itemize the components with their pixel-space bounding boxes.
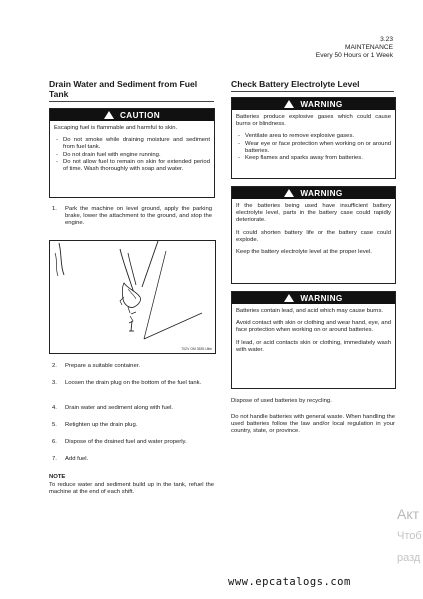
fuel-tank-section-title: Drain Water and Sediment from Fuel Tank — [49, 79, 198, 99]
figure-caption: 70ZV OM 3539 Ultie — [181, 347, 212, 351]
step-text: Loosen the drain plug on the bottom of the fuel tank. — [65, 380, 202, 386]
step-5 — [52, 422, 212, 429]
step-number: 6. — [52, 439, 57, 445]
warning-triangle-icon — [284, 100, 294, 108]
note-label: NOTE — [49, 474, 66, 480]
watermark-line: Чтоб — [397, 530, 422, 542]
step-text: Park the machine on level ground, apply the parking brake, lower the attachment to the ground, and stop the engine. — [65, 206, 212, 227]
service-interval: Every 50 Hours or 1 Week — [315, 52, 393, 59]
warning-header — [232, 98, 395, 110]
step-text: Dispose of the drained fuel and water properly. — [65, 439, 187, 445]
warning-paragraph: If lead, or acid contacts skin or clothing, immediately wash with water. — [236, 339, 391, 353]
caution-list — [54, 137, 210, 173]
step-number: 1. — [52, 206, 57, 212]
warning-body — [232, 110, 395, 167]
step-text: Prepare a suitable container. — [65, 363, 140, 369]
warning-paragraph: It could shorten battery life or the battery case could explode. — [236, 229, 391, 243]
step-4 — [52, 405, 212, 412]
warning-box-explosive-gases — [231, 97, 396, 179]
drain-plug-illustration — [50, 241, 215, 353]
warning-paragraph: If the batteries being used have insufficient battery electrolyte level, parts in the battery case could rapidly deteriorate. — [236, 203, 391, 224]
warning-paragraph: Batteries contain lead, and acid which may cause burns. — [236, 308, 384, 314]
step-text: Drain water and sediment along with fuel. — [65, 405, 174, 411]
footer-url: www.epcatalogs.com — [228, 576, 351, 588]
section-name: MAINTENANCE — [345, 44, 393, 51]
drain-plug-figure — [49, 240, 216, 354]
watermark-line: разд — [397, 552, 421, 564]
step-1 — [52, 206, 212, 228]
step-number: 7. — [52, 456, 57, 462]
warning-box-electrolyte — [231, 186, 396, 284]
step-3 — [52, 380, 212, 387]
step-2 — [52, 363, 212, 370]
warning-header — [232, 187, 395, 199]
warning-body — [232, 199, 395, 259]
warning-label: WARNING — [300, 99, 343, 109]
warning-item: - Keep flames and sparks away from batteries. — [245, 155, 391, 162]
right-title-rule — [231, 91, 394, 92]
warning-body — [232, 304, 395, 357]
step-text: Add fuel. — [65, 456, 89, 462]
caution-item: - Do not allow fuel to remain on skin for extended period of time. Wash thoroughly with soap and water. — [63, 159, 210, 173]
note-text: To reduce water and sediment build up in the tank, refuel the machine at the end of each shift. — [49, 482, 214, 496]
recycling-paragraph: Dispose of used batteries by recycling. — [231, 398, 332, 404]
caution-box — [49, 108, 215, 198]
warning-triangle-icon — [284, 294, 294, 302]
step-number: 4. — [52, 405, 57, 411]
watermark-line: Акт — [397, 506, 420, 522]
caution-header — [50, 109, 214, 121]
battery-section-title: Check Battery Electrolyte Level — [231, 79, 360, 89]
warning-item: - Wear eye or face protection when working on or around batteries. — [245, 141, 391, 155]
warning-item: - Ventilate area to remove explosive gases. — [245, 133, 391, 140]
step-6 — [52, 439, 212, 446]
caution-label: CAUTION — [119, 110, 161, 120]
warning-box-lead-acid — [231, 291, 396, 389]
disposal-paragraph: Do not handle batteries with general waste. When handling the used batteries follow the law and/or local regulation in your country, state, or province. — [231, 414, 395, 435]
warning-intro: Batteries produce explosive gases which could cause burns or blindness. — [236, 114, 391, 128]
step-number: 2. — [52, 363, 57, 369]
page-header — [316, 36, 393, 60]
caution-intro: Escaping fuel is flammable and harmful to skin. — [54, 125, 178, 131]
warning-paragraph: Avoid contact with skin or clothing and wear hand, eye, and face protection when working on or around batteries. — [236, 320, 391, 334]
activation-watermark — [397, 503, 423, 569]
left-title-rule — [49, 101, 214, 102]
warning-label: WARNING — [300, 293, 343, 303]
warning-paragraph: Keep the battery electrolyte level at the proper level. — [236, 249, 372, 256]
step-text: Retighten up the drain plug. — [65, 422, 138, 428]
warning-triangle-icon — [284, 189, 294, 197]
warning-label: WARNING — [300, 188, 343, 198]
warning-triangle-icon — [104, 111, 114, 119]
warning-header — [232, 292, 395, 304]
step-7 — [52, 456, 212, 463]
caution-body — [50, 121, 214, 178]
page-number: 3.23 — [380, 36, 393, 43]
step-number: 5. — [52, 422, 57, 428]
caution-item: - Do not smoke while draining moisture and sediment from fuel tank. — [63, 137, 210, 151]
warning-list — [236, 133, 391, 162]
step-number: 3. — [52, 380, 57, 386]
caution-item: - Do not drain fuel with engine running. — [63, 152, 210, 159]
